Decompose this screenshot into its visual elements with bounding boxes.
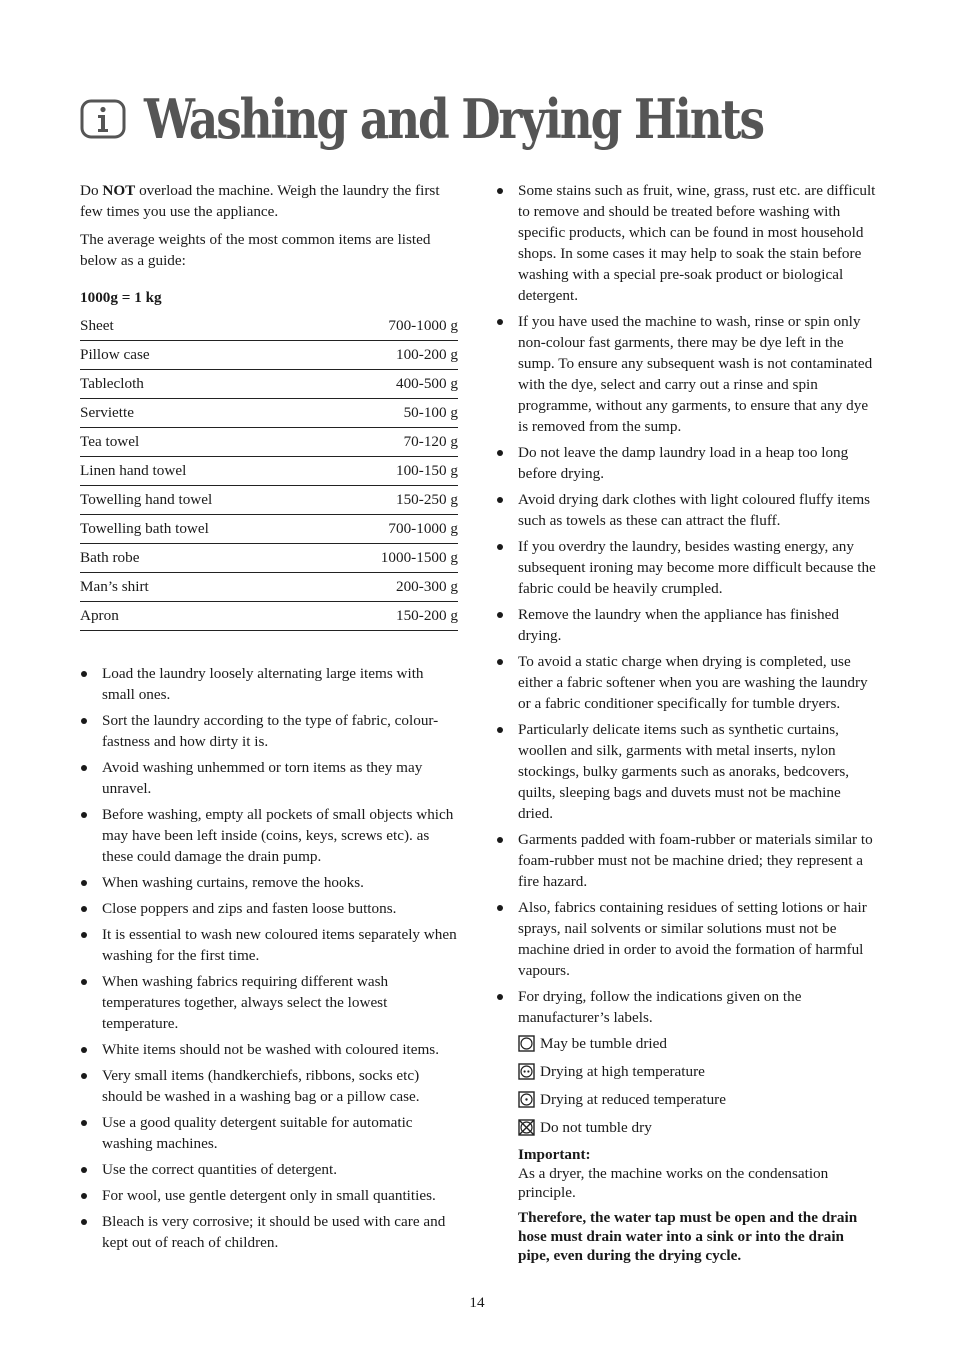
list-item (496, 897, 878, 981)
list-item (496, 719, 878, 824)
bullet-icon (497, 837, 503, 843)
list-item (496, 311, 878, 437)
item-weight: 400-500 g (319, 370, 458, 399)
item-name: Linen hand towel (80, 457, 319, 486)
bullet-icon (81, 1047, 87, 1053)
washing-hints-list (80, 663, 460, 1253)
item-weight: 70-120 g (319, 428, 458, 457)
list-item (80, 757, 460, 799)
item-name: Tablecloth (80, 370, 319, 399)
list-item (496, 651, 878, 714)
page-number: 14 (469, 1294, 485, 1311)
right-column (496, 180, 878, 1265)
care-symbol-label: Do not tumble dry (540, 1119, 652, 1136)
list-item-text: Use the correct quantities of detergent. (102, 1161, 338, 1178)
list-item (80, 1065, 460, 1107)
list-item (80, 1112, 460, 1154)
list-item (496, 604, 878, 646)
item-weight: 100-200 g (319, 341, 458, 370)
item-weight: 1000-1500 g (319, 544, 458, 573)
item-weight: 150-250 g (319, 486, 458, 515)
list-item (80, 971, 460, 1034)
tumble-dry-low-icon (518, 1091, 535, 1108)
bullet-icon (81, 1219, 87, 1225)
table-row (80, 428, 458, 457)
list-item (80, 872, 460, 893)
list-item (80, 663, 460, 705)
bullet-icon (81, 1167, 87, 1173)
care-symbols-list (496, 1033, 878, 1138)
item-name: Sheet (80, 312, 319, 341)
bullet-icon (497, 497, 503, 503)
item-name: Pillow case (80, 341, 319, 370)
bullet-icon (497, 727, 503, 733)
list-item-text: Avoid washing unhemmed or torn items as they may unravel. (102, 759, 423, 797)
table-row (80, 399, 458, 428)
bullet-icon (497, 450, 503, 456)
list-item-text: Remove the laundry when the appliance has finished drying. (518, 606, 839, 644)
care-symbol-label: Drying at high temperature (540, 1063, 705, 1080)
list-item-text: Close poppers and zips and fasten loose buttons. (102, 900, 397, 917)
item-name: Bath robe (80, 544, 319, 573)
bullet-icon (81, 765, 87, 771)
list-item (80, 710, 460, 752)
list-item-text: Avoid drying dark clothes with light coloured fluffy items such as towels as these can attract the fluff. (518, 491, 871, 529)
intro-paragraph-2: The average weights of the most common items are listed below as a guide: (80, 231, 431, 269)
list-item-text: Also, fabrics containing residues of setting lotions or hair sprays, nail solvents or similar solutions must not be machine dried in order to avoid the formation of harmful vapours. (518, 899, 867, 979)
list-item-text: For wool, use gentle detergent only in small quantities. (102, 1187, 436, 1204)
bullet-icon (81, 718, 87, 724)
list-item (80, 898, 460, 919)
bullet-icon (81, 1073, 87, 1079)
care-symbol-row (518, 1033, 878, 1054)
bullet-icon (81, 979, 87, 985)
list-item (496, 489, 878, 531)
list-item-text: Some stains such as fruit, wine, grass, rust etc. are difficult to remove and should be treated before washing with specific products, which can be found in most household shops. In some cases it may help to soak the stain before washing with a special pre-soak product or biological detergent. (518, 182, 876, 304)
care-symbol-row (518, 1061, 878, 1082)
important-warning: Therefore, the water tap must be open and the drain hose must drain water into a sink or into the drain pipe, even during the drying cycle. (518, 1209, 858, 1264)
item-name: Tea towel (80, 428, 319, 457)
tumble-dry-icon (518, 1035, 535, 1052)
drying-hints-list (496, 180, 878, 1028)
bullet-icon (81, 671, 87, 677)
table-row (80, 312, 458, 341)
bullet-icon (81, 906, 87, 912)
intro-paragraph: Do NOT overload the machine. Weigh the laundry the first few times you use the appliance. (80, 182, 440, 220)
table-row (80, 486, 458, 515)
list-item (80, 804, 460, 867)
tumble-dry-high-icon (518, 1063, 535, 1080)
bullet-icon (497, 188, 503, 194)
list-item-text: If you have used the machine to wash, rinse or spin only non-colour fast garments, there may be dye left in the sump. To ensure any subsequent wash is not contaminated with the dye, select and carry out a rinse and spin programme, without any garments, to ensure that any dye is removed from the sump. (518, 313, 873, 435)
bullet-icon (497, 994, 503, 1000)
list-item (496, 986, 878, 1028)
table-row (80, 573, 458, 602)
list-item (80, 924, 460, 966)
care-symbol-label: May be tumble dried (540, 1035, 667, 1052)
bullet-icon (497, 319, 503, 325)
care-symbol-label: Drying at reduced temperature (540, 1091, 726, 1108)
item-weight: 150-200 g (319, 602, 458, 631)
table-row (80, 341, 458, 370)
list-item-text: Before washing, empty all pockets of small objects which may have been left inside (coins, keys, screws etc). as these could damage the drain pump. (102, 806, 454, 865)
important-text: As a dryer, the machine works on the condensation principle. (518, 1165, 829, 1201)
bullet-icon (81, 812, 87, 818)
table-row (80, 370, 458, 399)
list-item (496, 180, 878, 306)
table-row (80, 544, 458, 573)
list-item (80, 1185, 460, 1206)
item-name: Apron (80, 602, 319, 631)
list-item-text: When washing fabrics requiring different wash temperatures together, always select the lowest temperature. (102, 973, 389, 1032)
item-weight: 50-100 g (319, 399, 458, 428)
bullet-icon (81, 880, 87, 886)
bullet-icon (497, 905, 503, 911)
care-symbol-row (518, 1117, 878, 1138)
item-weight: 700-1000 g (319, 312, 458, 341)
list-item-text: Very small items (handkerchiefs, ribbons, socks etc) should be washed in a washing bag or a pillow case. (102, 1067, 420, 1105)
list-item-text: Load the laundry loosely alternating large items with small ones. (102, 665, 424, 703)
list-item-text: Bleach is very corrosive; it should be used with care and kept out of reach of children. (102, 1213, 446, 1251)
care-symbol-row (518, 1089, 878, 1110)
bullet-icon (497, 544, 503, 550)
important-title: Important: (518, 1146, 591, 1163)
list-item-text: White items should not be washed with coloured items. (102, 1041, 440, 1058)
item-weight: 100-150 g (319, 457, 458, 486)
list-item-text: Use a good quality detergent suitable for automatic washing machines. (102, 1114, 413, 1152)
list-item-text: Sort the laundry according to the type of fabric, colour-fastness and how dirty it is. (102, 712, 439, 750)
weights-table (80, 312, 458, 631)
table-row (80, 515, 458, 544)
list-item (80, 1211, 460, 1253)
table-row (80, 602, 458, 631)
list-item-text: Garments padded with foam-rubber or materials similar to foam-rubber must not be machine dried; they represent a fire hazard. (518, 831, 873, 890)
item-weight: 700-1000 g (319, 515, 458, 544)
bullet-icon (81, 1120, 87, 1126)
info-icon (80, 99, 126, 139)
left-column (80, 180, 460, 1258)
list-item-text: For drying, follow the indications given on the manufacturer’s labels. (518, 988, 802, 1026)
list-item-text: Do not leave the damp laundry load in a heap too long before drying. (518, 444, 849, 482)
item-weight: 200-300 g (319, 573, 458, 602)
bullet-icon (81, 1193, 87, 1199)
list-item-text: It is essential to wash new coloured items separately when washing for the first time. (102, 926, 457, 964)
list-item (496, 536, 878, 599)
list-item-text: When washing curtains, remove the hooks. (102, 874, 364, 891)
important-note (496, 1145, 878, 1265)
bullet-icon (497, 659, 503, 665)
list-item-text: If you overdry the laundry, besides wasting energy, any subsequent ironing may become more difficult because the fabric could be heavily crumpled. (518, 538, 876, 597)
item-name: Serviette (80, 399, 319, 428)
list-item (496, 829, 878, 892)
item-name: Towelling bath towel (80, 515, 319, 544)
bullet-icon (497, 612, 503, 618)
list-item-text: Particularly delicate items such as synthetic curtains, woollen and silk, garments with metal inserts, nylon stockings, bulky garments such as anoraks, bedcovers, quilts, sleeping bags and duvets must not be machine dried. (518, 721, 850, 822)
bullet-icon (81, 932, 87, 938)
list-item-text: To avoid a static charge when drying is completed, use either a fabric softener when you are washing the laundry or a fabric conditioner specifically for tumble dryers. (518, 653, 868, 712)
item-name: Towelling hand towel (80, 486, 319, 515)
page-title: Washing and Drying Hints (144, 86, 763, 151)
list-item (80, 1039, 460, 1060)
list-item (80, 1159, 460, 1180)
page-header (80, 86, 881, 152)
do-not-tumble-dry-icon (518, 1119, 535, 1136)
list-item (496, 442, 878, 484)
item-name: Man’s shirt (80, 573, 319, 602)
table-row (80, 457, 458, 486)
weight-unit-note: 1000g = 1 kg (80, 289, 162, 306)
